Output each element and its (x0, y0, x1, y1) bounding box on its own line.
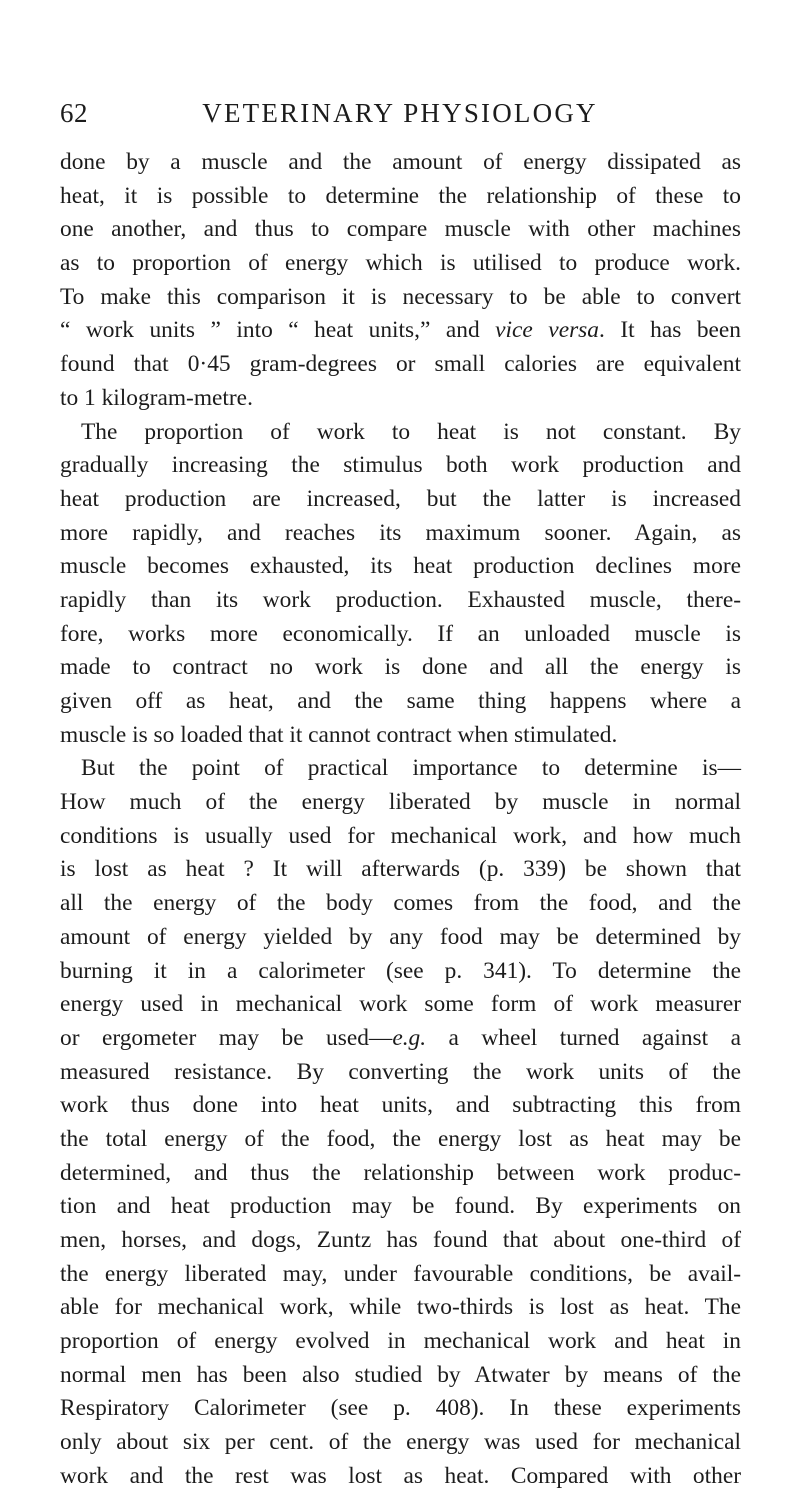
text-line: “ work units ” into “ heat units,” and vice versa. It has been (60, 317, 741, 344)
text-line: But the point of practical importance to determine is— (81, 755, 741, 782)
text-line: heat production are increased, but the latter is increased (60, 485, 741, 512)
text-line: men, horses, and dogs, Zuntz has found that about one-third of (60, 1227, 741, 1253)
text-line: tion and heat production may be found. By experiments on (60, 1193, 741, 1220)
text-line: muscle becomes exhausted, its heat production declines more (60, 553, 741, 580)
text-line: fore, works more economically. If an unloaded muscle is (60, 620, 741, 647)
text-line: measured resistance. By converting the work units of the (60, 1058, 741, 1085)
text-line: as to proportion of energy which is utilised to produce work. (60, 250, 741, 277)
text-line: found that 0·45 gram-degrees or small calories are equivalent (60, 351, 741, 378)
text-line: made to contract no work is done and all the energy is (60, 654, 741, 681)
text-line: Respiratory Calorimeter (see p. 408). In these experiments (60, 1395, 741, 1422)
paragraph (60, 416, 741, 753)
text-line: To make this comparison it is necessary to be able to convert (60, 283, 741, 310)
text-line: done by a muscle and the amount of energy dissipated as (60, 149, 741, 175)
text-line: only about six per cent. of the energy was used for mechanical (60, 1429, 741, 1456)
text-line: How much of the energy liberated by muscle in normal (60, 789, 741, 816)
text-line: or ergometer may be used—e.g. a wheel turned against a (60, 1024, 741, 1051)
text-line: energy used in mechanical work some form of work measurer (60, 991, 741, 1018)
text-line: the total energy of the food, the energy lost as heat may be (60, 1125, 741, 1152)
text-line: The proportion of work to heat is not constant. By (81, 418, 741, 445)
text-line: more rapidly, and reaches its maximum sooner. Again, as (60, 519, 741, 546)
paragraph (60, 146, 741, 416)
text-line: determined, and thus the relationship between work produc- (60, 1159, 741, 1186)
text-line: normal men has been also studied by Atwater by means of the (60, 1361, 741, 1388)
text-line: burning it in a calorimeter (see p. 341). To determine the (60, 957, 741, 984)
text-line: muscle is so loaded that it cannot contract when stimulated. (60, 721, 618, 748)
page-number: 62 (60, 98, 88, 128)
text-line: heat, it is possible to determine the relationship of these to (60, 182, 741, 209)
text-line: amount of energy yielded by any food may be determined by (60, 923, 741, 950)
text-line: is lost as heat ? It will afterwards (p. 339) be shown that (60, 856, 741, 883)
text-line: work and the rest was lost as heat. Compared with other (60, 1462, 741, 1489)
text-line: to 1 kilogram-metre. (60, 384, 253, 411)
text-line: work thus done into heat units, and subtracting this from (60, 1092, 741, 1119)
text-line: conditions is usually used for mechanical work, and how much (60, 822, 741, 849)
text-line: the energy liberated may, under favourable conditions, be avail- (60, 1260, 741, 1287)
body-text (60, 146, 741, 1494)
text-line: all the energy of the body comes from the food, and the (60, 890, 741, 917)
text-line: gradually increasing the stimulus both work production and (60, 452, 741, 479)
text-line: proportion of energy evolved in mechanical work and heat in (60, 1328, 741, 1355)
text-line: able for mechanical work, while two-thirds is lost as heat. The (60, 1294, 741, 1321)
paragraph (60, 752, 741, 1493)
page-header (60, 98, 740, 134)
text-line: one another, and thus to compare muscle with other machines (60, 216, 741, 243)
running-head: VETERINARY PHYSIOLOGY (202, 98, 598, 128)
text-line: given off as heat, and the same thing happens where a (60, 688, 741, 714)
text-line: rapidly than its work production. Exhausted muscle, there- (60, 586, 741, 613)
